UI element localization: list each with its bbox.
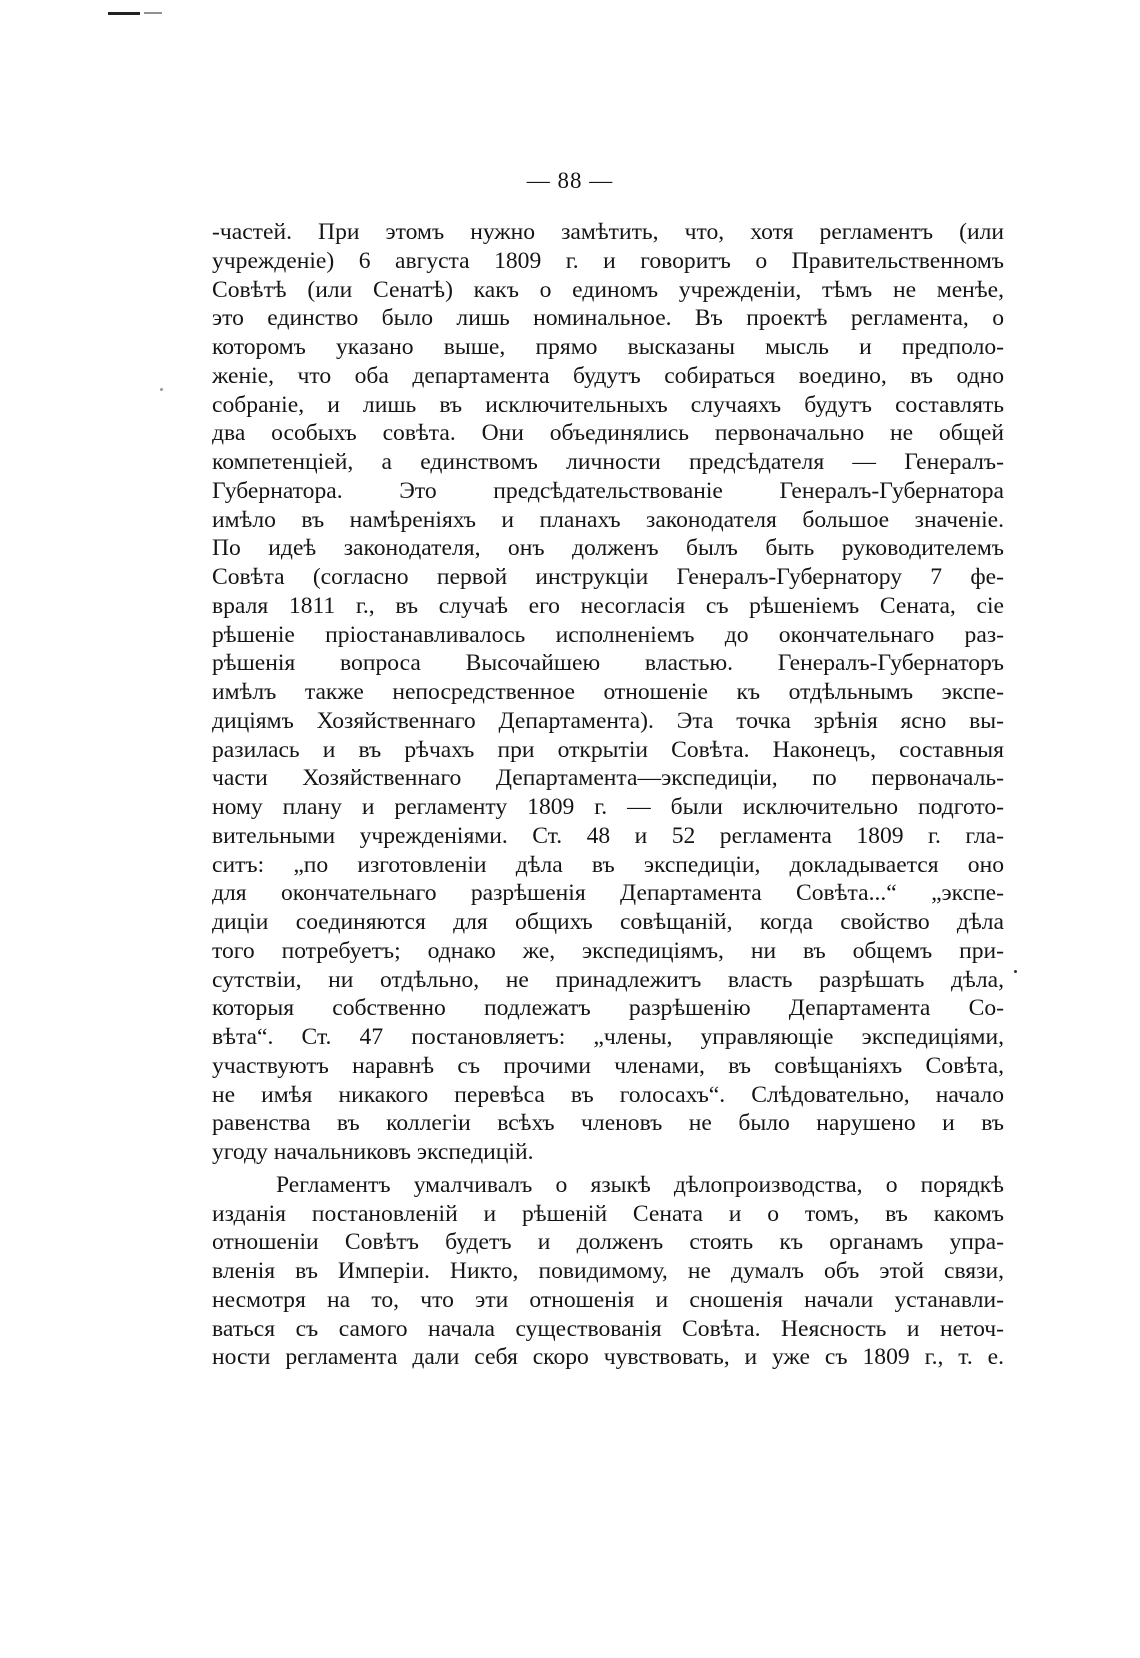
text-line: вительными учрежденіями. Ст. 48 и 52 регламента 1809 г. гла-: [212, 822, 1004, 849]
text-line: имѣлъ также непосредственное отношеніе къ отдѣльнымъ экспе-: [212, 679, 1004, 705]
text-line: рѣшенія вопроса Высочайшею властью. Генералъ-Губернаторъ: [212, 650, 1004, 677]
text-line: два особыхъ совѣта. Они объединялись первоначально не общей: [212, 420, 1004, 447]
text-line: Губернатора. Это предсѣдательствованіе Генералъ-Губернатора: [212, 477, 1004, 504]
text-line: вѣта“. Ст. 47 постановляетъ: „члены, управляющіе экспедиціями,: [212, 1024, 1004, 1050]
text-line: -частей. При этомъ нужно замѣтить, что, хотя регламентъ (или: [212, 219, 1004, 245]
text-line: женіе, что оба департамента будутъ собираться воедино, въ одно: [212, 362, 1004, 389]
text-line: учрежденіе) 6 августа 1809 г. и говоритъ о Правительственномъ: [212, 247, 1004, 274]
text-line: которыя собственно подлежатъ разрѣшенію Департамента Со-: [212, 995, 1004, 1022]
text-line: ному плану и регламенту 1809 г. — были исключительно подгото-: [212, 794, 1004, 820]
text-line: равенства въ коллегіи всѣхъ членовъ не было нарушено и въ: [212, 1110, 1004, 1137]
text-line: угоду начальниковъ экспедицій.: [212, 1139, 534, 1165]
text-line: ности регламента дали себя скоро чувствовать, и уже съ 1809 г., т. е.: [212, 1344, 1004, 1371]
paragraph: [212, 1171, 1004, 1372]
text-line: вленія въ Имперіи. Никто, повидимому, не думалъ объ этой связи,: [212, 1258, 1004, 1284]
text-line: сутствіи, ни отдѣльно, не принадлежитъ власть разрѣшать дѣла,: [212, 966, 1004, 993]
scan-artifact-top-left: [108, 12, 140, 15]
text-line: имѣло въ намѣреніяхъ и планахъ законодателя большое значеніе.: [212, 506, 1004, 533]
text-line: ситъ: „по изготовленіи дѣла въ экспедиціи, докладывается оно: [212, 851, 1004, 878]
text-line: Совѣтѣ (или Сенатѣ) какъ о единомъ учрежденіи, тѣмъ не менѣе,: [212, 276, 1004, 303]
text-line: Совѣта (согласно первой инструкціи Генералъ-Губернатору 7 фе-: [212, 564, 1004, 590]
text-line: части Хозяйственнаго Департамента—экспедиціи, по первоначаль-: [212, 765, 1004, 792]
text-line: отношеніи Совѣтъ будетъ и долженъ стоять къ органамъ упра-: [212, 1229, 1004, 1256]
text-line: участвуютъ наравнѣ съ прочими членами, въ совѣщаніяхъ Совѣта,: [212, 1052, 1004, 1079]
text-line: Регламентъ умалчивалъ о языкѣ дѣлопроизводства, о порядкѣ: [276, 1171, 1004, 1198]
text-line: враля 1811 г., въ случаѣ его несогласія съ рѣшеніемъ Сената, сіе: [212, 592, 1004, 619]
text-line: не имѣя никакого перевѣса въ голосахъ“. Слѣдовательно, начало: [212, 1081, 1004, 1108]
scan-dot-right: [1014, 970, 1017, 973]
text-line: которомъ указано выше, прямо высказаны мысль и предполо-: [212, 334, 1004, 360]
text-line: диціи соединяются для общихъ совѣщаній, когда свойство дѣла: [212, 909, 1004, 935]
text-line: это единство было лишь номинальное. Въ проектѣ регламента, о: [212, 305, 1004, 332]
scan-artifact-top-left-2: [144, 12, 162, 14]
text-line: несмотря на то, что эти отношенія и сношенія начали устанавли-: [212, 1286, 1004, 1313]
text-line: собраніе, и лишь въ исключительныхъ случаяхъ будутъ составлять: [212, 391, 1004, 418]
body-text: [212, 218, 1004, 1372]
text-line: рѣшеніе пріостанавливалось исполненіемъ до окончательнаго раз-: [212, 621, 1004, 648]
scan-dot-left: [160, 388, 163, 391]
text-line: изданія постановленій и рѣшеній Сената и о томъ, въ какомъ: [212, 1200, 1004, 1227]
text-line: ваться съ самого начала существованія Совѣта. Неясность и неточ-: [212, 1315, 1004, 1342]
text-line: того потребуетъ; однако же, экспедиціямъ, ни въ общемъ при-: [212, 937, 1004, 964]
text-line: разилась и въ рѣчахъ при открытіи Совѣта. Наконецъ, составныя: [212, 736, 1004, 763]
text-line: компетенціей, а единствомъ личности предсѣдателя — Генералъ-: [212, 449, 1004, 475]
text-line: По идеѣ законодателя, онъ долженъ былъ быть руководителемъ: [212, 535, 1004, 562]
paragraph: [212, 218, 1004, 1167]
page-number: — 88 —: [526, 168, 614, 193]
text-line: диціямъ Хозяйственнаго Департамента). Эта точка зрѣнія ясно вы-: [212, 707, 1004, 734]
text-line: для окончательнаго разрѣшенія Департамента Совѣта...“ „экспе-: [212, 880, 1004, 907]
